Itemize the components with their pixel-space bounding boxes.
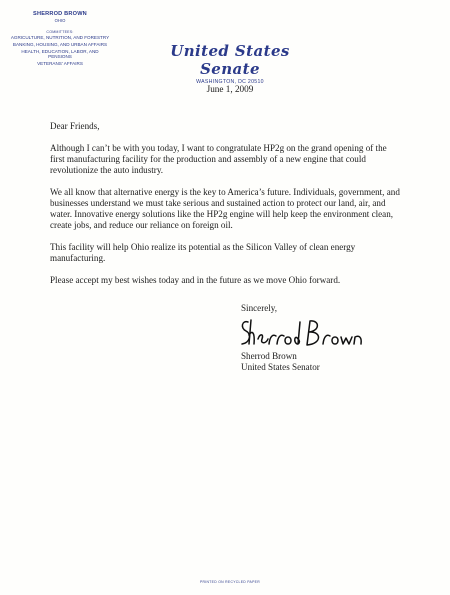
salutation: Dear Friends,	[50, 121, 100, 131]
committee-item: BANKING, HOUSING, AND URBAN AFFAIRS	[12, 42, 108, 47]
letterhead-institution	[140, 42, 320, 86]
closing: Sincerely,	[241, 303, 278, 313]
signature-block	[241, 351, 401, 373]
institution-address: WASHINGTON, DC 20510	[196, 79, 264, 85]
letterhead-senator-block	[10, 11, 110, 68]
letter-date: June 1, 2009	[206, 84, 254, 94]
institution-title: United States Senate	[170, 42, 290, 78]
committees-heading: COMMITTEES:	[46, 30, 74, 34]
committee-item: AGRICULTURE, NUTRITION, AND FORESTRY	[10, 35, 110, 40]
committee-item: VETERANS' AFFAIRS	[37, 61, 83, 67]
committee-item: HEALTH, EDUCATION, LABOR, AND PENSIONS	[21, 49, 99, 60]
signer-name: Sherrod Brown	[241, 351, 297, 361]
paragraph: This facility will help Ohio realize its potential as the Silicon Valley of clean energy manufacturing.	[50, 242, 356, 263]
paragraph: Please accept my best wishes today and in the future as we move Ohio forward.	[50, 275, 341, 285]
senator-state: OHIO	[54, 18, 66, 23]
paragraph: We all know that alternative energy is the key to America’s future. Individuals, government, and businesses understand we must take serious and sustained action to protect our land, air, and water. Innovative energy solutions like the HP2g engine will help keep the environment clean, create jobs, and reduce our reliance on foreign oil.	[50, 187, 400, 230]
handwritten-signature	[238, 316, 368, 352]
letter-body	[50, 121, 402, 297]
signer-title: United States Senator	[241, 362, 320, 373]
senator-name: SHERROD BROWN	[33, 11, 87, 17]
paragraph: Although I can’t be with you today, I want to congratulate HP2g on the grand opening of the first manufacturing facility for the production and assembly of a new engine that could revolutionize the auto industry.	[50, 143, 387, 175]
recycled-paper-note: PRINTED ON RECYCLED PAPER	[199, 580, 260, 584]
